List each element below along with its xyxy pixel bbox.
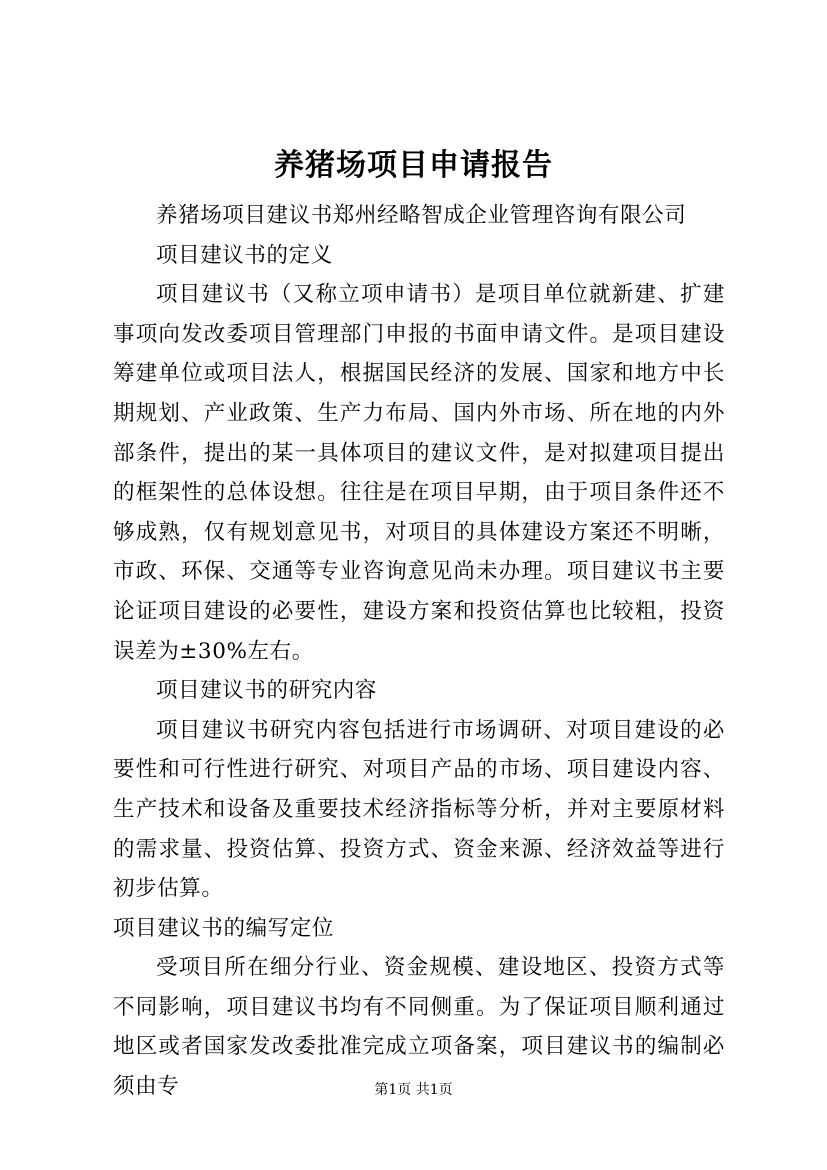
section-heading-writing-positioning: 项目建议书的编写定位 (113, 915, 335, 941)
paragraph-heading-line: 养猪场项目建议书郑州经略智成企业管理咨询有限公司 (156, 203, 687, 228)
page-number-footer: 第1页 共1页 (374, 1082, 453, 1098)
paragraph-writing-positioning: 受项目所在细分行业、资金规模、建设地区、投资方式等不同影响，项目建议书均有不同侧重。为了保证项目顺利通过地区或者国家发改委批准完成立项备案，项目建议书的编制必须由专 (113, 955, 725, 1100)
document-title: 养猪场项目申请报告 (274, 148, 553, 183)
paragraph-definition: 项目建议书（又称立项申请书）是项目单位就新建、扩建事项向发改委项目管理部门申报的书面申请文件。是项目建设筹建单位或项目法人，根据国民经济的发展、国家和地方中长期规划、产业政策、生产力布局、国内外市场、所在地的内外部条件，提出的某一具体项目的建议文件，是对拟建项目提出的框架性的总体设想。往往是在项目早期，由于项目条件还不够成熟，仅有规划意见书，对项目的具体建设方案还不明晰，市政、环保、交通等专业咨询意见尚未办理。项目建议书主要论证项目建设的必要性，建设方案和投资估算也比较粗，投资误差为±30%左右。 (113, 282, 725, 664)
paragraph-research-content: 项目建议书研究内容包括进行市场调研、对项目建设的必要性和可行性进行研究、对项目产品的市场、项目建设内容、生产技术和设备及重要技术经济指标等分析，并对主要原材料的需求量、投资估算、投资方式、资金来源、经济效益等进行初步估算。 (113, 717, 725, 902)
section-heading-research-content: 项目建议书的研究内容 (156, 678, 378, 704)
document-body (113, 196, 725, 1107)
section-heading-definition: 项目建议书的定义 (156, 242, 333, 268)
